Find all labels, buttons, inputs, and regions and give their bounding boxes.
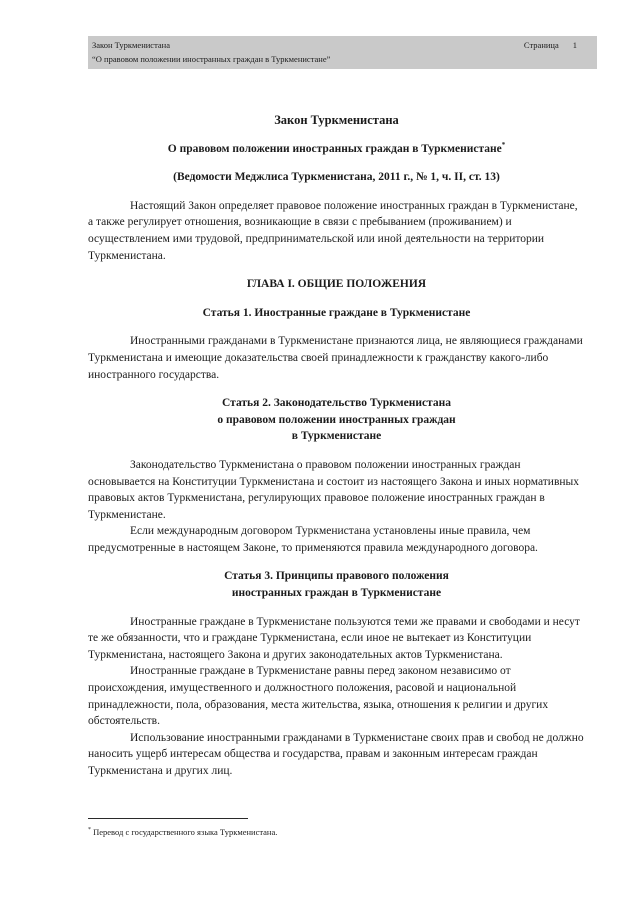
footnote-mark: * xyxy=(88,827,91,833)
article-3-heading-line: Статья 3. Принципы правового положения xyxy=(224,570,449,583)
footnote xyxy=(88,824,585,838)
header-page-indicator xyxy=(524,38,593,52)
article-3-heading xyxy=(88,568,585,601)
header-row-1 xyxy=(92,38,593,52)
article-1-heading-line: Статья 1. Иностранные граждане в Туркменистане xyxy=(202,306,471,319)
document-subtitle-text: О правовом положении иностранных граждан в Туркменистане xyxy=(167,142,502,155)
article-3-paragraph: Иностранные граждане в Туркменистане равны перед законом независимо от происхождения, имущественного и должностного положения, расовой и национальной принадлежности, пола, образования, места жительства, языка, отношения к религии и других обстоятельств. xyxy=(88,665,549,728)
article-3-heading-line: иностранных граждан в Туркменистане xyxy=(231,587,442,600)
document-subtitle xyxy=(88,141,585,158)
article-1-paragraph: Иностранными гражданами в Туркменистане признаются лица, не являющиеся гражданами Туркменистана и имеющие доказательства своей принадлежности к гражданству какого-либо иностранного государства. xyxy=(88,335,583,381)
header-page-number: 1 xyxy=(572,40,577,50)
article-2-heading-line: о правовом положении иностранных граждан xyxy=(217,413,456,426)
document-title: Закон Туркменистана xyxy=(274,113,399,127)
chapter-heading: ГЛАВА I. ОБЩИЕ ПОЛОЖЕНИЯ xyxy=(246,278,427,291)
article-2-heading-line: Статья 2. Законодательство Туркменистана xyxy=(222,397,451,410)
header-page-label: Страница xyxy=(523,40,559,50)
article-3-paragraph: Использование иностранными гражданами в Туркменистане своих прав и свобод не должно наносить ущерб интересам общества и государства, правам и законным интересам граждан Туркменистана и других лиц. xyxy=(88,731,584,777)
article-2-heading xyxy=(88,395,585,445)
article-1-heading xyxy=(88,305,585,322)
page-header xyxy=(88,36,597,69)
footnote-area xyxy=(88,818,585,838)
article-1-body xyxy=(88,333,585,383)
header-doc-subtitle: “О правовом положении иностранных граждан в Туркменистане” xyxy=(92,54,331,64)
intro-paragraph: Настоящий Закон определяет правовое положение иностранных граждан в Туркменистане, а также регулирует отношения, возникающие в связи с пребыванием (проживанием) и осуществлением ими трудовой, предпринимательской или иной деятельности на территории Туркменистана. xyxy=(88,199,578,262)
article-2-body xyxy=(88,457,585,557)
article-2-paragraph: Если международным договором Туркменистана установлены иные правила, чем предусмотренные в настоящем Законе, то применяются правила международного договора. xyxy=(88,525,538,554)
header-doc-title: Закон Туркменистана xyxy=(92,40,170,50)
article-2-heading-line: в Туркменистане xyxy=(291,430,382,443)
footnote-text: Перевод с государственного языка Туркменистана. xyxy=(93,826,278,837)
document-body xyxy=(88,112,585,780)
header-row-2 xyxy=(92,52,593,66)
article-3-body xyxy=(88,614,585,780)
footnote-separator-rule xyxy=(88,818,248,819)
article-2-paragraph: Законодательство Туркменистана о правовом положении иностранных граждан основывается на Конституции Туркменистана и состоит из настоящего Закона и иных нормативных правовых актов Туркменистана, регулирующих правовое положение иностранных граждан в Туркменистане. xyxy=(88,458,580,521)
article-3-paragraph: Иностранные граждане в Туркменистане пользуются теми же правами и свободами и несут те же обязанности, что и граждане Туркменистана, если иное не вытекает из Конституции Туркменистана, настоящего Закона и других законодательных актов Туркменистана. xyxy=(88,615,580,661)
citation-line: (Ведомости Меджлиса Туркменистана, 2011 г., № 1, ч. II, ст. 13) xyxy=(173,171,500,184)
footnote-reference-mark: * xyxy=(501,140,506,149)
